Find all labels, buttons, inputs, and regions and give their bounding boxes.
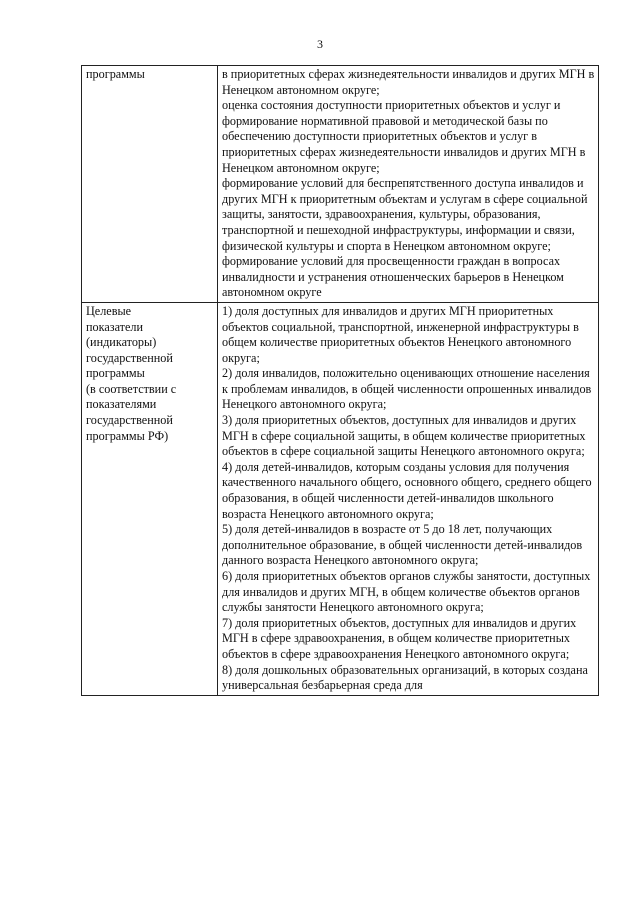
table-row-target-indicators: [82, 302, 599, 695]
task-paragraph: формирование условий для беспрепятственного доступа инвалидов и других МГН к приоритетным объектам и услугам в сфере социальной защиты, занятости, здравоохранения, культуры, образования, транспортной и пешеходной инфраструктуры, информации и связи, физической культуры и спорта в Ненецком автономном округе;: [222, 176, 588, 253]
page-number: 3: [317, 37, 323, 51]
task-paragraph: формирование условий для просвещенности граждан в вопросах инвалидности и устранения отношенческих барьеров в Ненецком автономном округе: [222, 254, 564, 300]
row-label-programs: программы: [86, 67, 145, 81]
indicator-item: 1) доля доступных для инвалидов и других МГН приоритетных объектов социальной, транспортной, инженерной инфраструктуры в общем количестве приоритетных объектов Ненецкого автономного округа;: [222, 303, 579, 365]
row-label-cell: [82, 66, 218, 303]
indicator-item: 7) доля приоритетных объектов, доступных для инвалидов и других МГН в сфере здравоохранения, в общем количестве приоритетных объектов в сфере здравоохранения Ненецкого автономного округа;: [222, 615, 577, 661]
indicator-item: 5) доля детей-инвалидов в возрасте от 5 до 18 лет, получающих дополнительное образование, в общей численности детей-инвалидов данного возраста Ненецкого автономного округа;: [222, 522, 583, 568]
table-row-program-tasks: [82, 66, 599, 303]
program-passport-table: [81, 65, 599, 696]
indicator-item: 3) доля приоритетных объектов, доступных для инвалидов и других МГН в сфере социальной защиты, в общем количестве приоритетных объектов в сфере социальной защиты Ненецкого автономного округа;: [222, 413, 586, 459]
indicator-item: 6) доля приоритетных объектов органов службы занятости, доступных для инвалидов и других МГН, в общем количестве объектов органов службы занятости Ненецкого автономного округа;: [222, 569, 591, 615]
task-paragraph: в приоритетных сферах жизнедеятельности инвалидов и других МГН в Ненецком автономном округе;: [222, 67, 595, 97]
indicator-item: 4) доля детей-инвалидов, которым созданы условия для получения качественного начального общего, основного общего, среднего общего образования, в общей численности детей-инвалидов школьного возраста Ненецкого автономного округа;: [222, 459, 592, 521]
indicator-item: 8) доля дошкольных образовательных организаций, в которых создана универсальная безбарьерная среда для: [222, 662, 588, 693]
row-label-target-indicators: Целевые показатели (индикаторы) государственной программы (в соответствии с показателями государственной программы РФ): [86, 303, 177, 443]
indicator-item: 2) доля инвалидов, положительно оценивающих отношение населения к проблемам инвалидов, в общей численности опрошенных инвалидов Ненецкого автономного округа;: [222, 366, 592, 412]
task-paragraph: оценка состояния доступности приоритетных объектов и услуг и формирование нормативной правовой и методической базы по обеспечению доступности приоритетных объектов и услуг в приоритетных сферах жизнедеятельности инвалидов и других МГН в Ненецком автономном округе;: [222, 98, 586, 175]
row-content-cell: [218, 66, 599, 303]
row-label-cell: [82, 302, 218, 695]
row-content-cell: [218, 302, 599, 695]
